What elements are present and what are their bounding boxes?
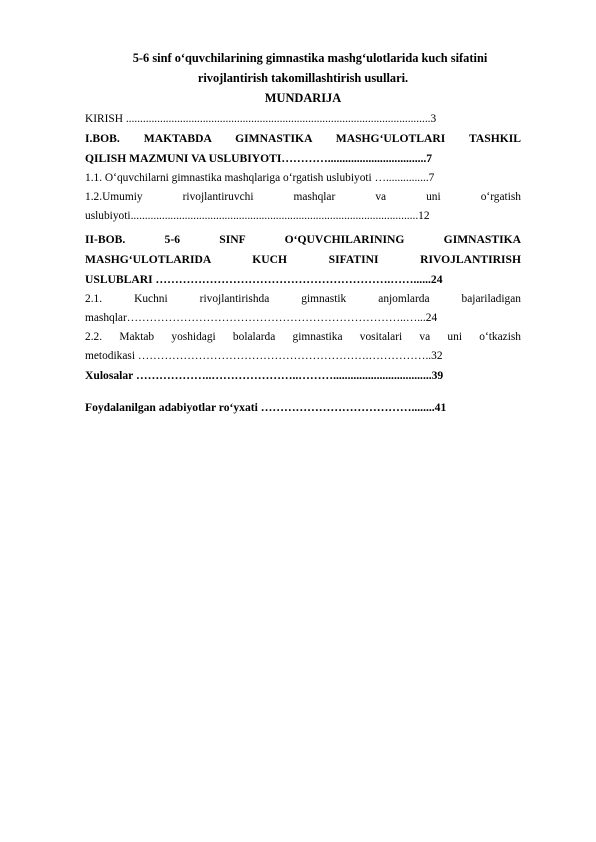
toc-entry-line: mashqlar………………………………………………………………..…...24 [85, 312, 438, 324]
toc-entry-line: 1.2.Umumiy rivojlantiruvchi mashqlar va uni o‘rgatish [85, 191, 521, 203]
toc-entry-line: 2.1. Kuchni rivojlantirishda gimnastik anjomlarda bajariladigan [85, 293, 521, 305]
toc-entry-line: QILISH MAZMUNI VA USLUBIYOTI…………..................................7 [85, 152, 433, 165]
toc-entry-xulosalar[interactable]: Xulosalar ………………..…………………..………..................................39 [85, 369, 444, 382]
table-of-contents [85, 110, 521, 418]
title-line-2: rivojlantirish takomillashtirish usullari. [197, 71, 409, 85]
toc-entry-line: metodikasi …………………………………………………….……………..32 [85, 350, 443, 362]
toc-entry-2-2[interactable] [85, 328, 521, 366]
title-line-1: 5-6 sinf o‘quvchilarining gimnastika mashg‘ulotlarida kuch sifatini [132, 51, 488, 65]
toc-heading: MUNDARIJA [264, 91, 342, 105]
toc-entry-bibliography[interactable]: Foydalanilgan adabiyotlar ro‘yxati …………………………………........41 [85, 401, 447, 414]
toc-entry-line: II-BOB. 5-6 SINF O‘QUVCHILARINING GIMNASTIKA [85, 233, 521, 246]
toc-entry-chapter-2[interactable] [85, 230, 521, 290]
document-title [85, 48, 521, 88]
spacer [85, 386, 521, 398]
document-page [85, 48, 521, 418]
toc-entry-1-2[interactable] [85, 188, 521, 226]
toc-entry-1-1[interactable]: 1.1. O‘quvchilarni gimnastika mashqlariga o‘rgatish uslubiyoti …...............7 [85, 172, 435, 184]
toc-entry-line: uslubiyoti.....................................................................................................12 [85, 210, 430, 222]
toc-entry-line: 2.2. Maktab yoshidagi bolalarda gimnastika vositalari va uni o‘tkazish [85, 331, 521, 343]
toc-entry-2-1[interactable] [85, 290, 521, 328]
toc-entry-line: I.BOB. MAKTABDA GIMNASTIKA MASHG‘ULOTLARI TASHKIL [85, 132, 521, 145]
toc-entry-kirish[interactable]: KIRISH ...........................................................................................................3 [85, 113, 437, 125]
toc-entry-line: USLUBLARI …………………………………………………….……......24 [85, 273, 443, 286]
toc-entry-chapter-1[interactable] [85, 129, 521, 169]
toc-entry-line: MASHG‘ULOTLARIDA KUCH SIFATINI RIVOJLANTIRISH [85, 253, 521, 266]
